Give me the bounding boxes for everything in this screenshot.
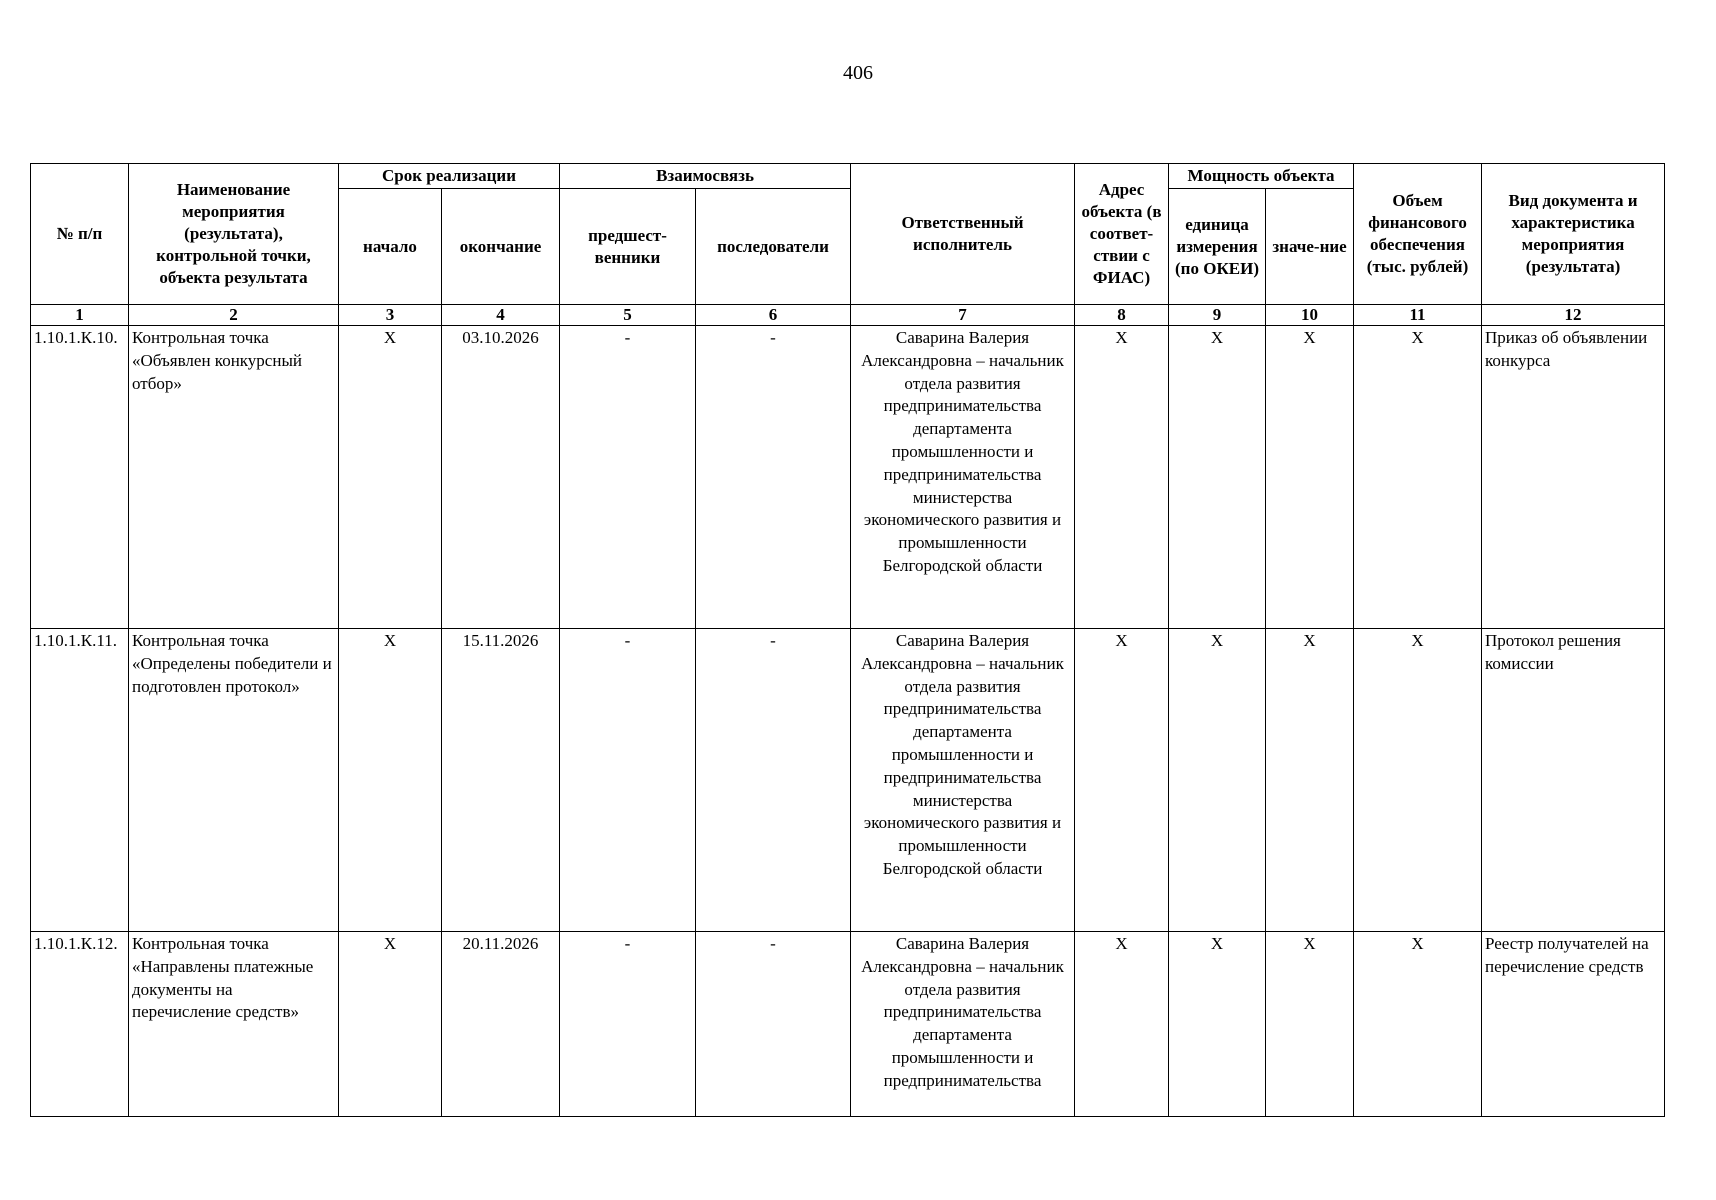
header-period-end: окончание: [442, 189, 560, 305]
row-value: X: [1266, 326, 1354, 629]
row-successors: -: [696, 932, 851, 1117]
column-number: 9: [1169, 305, 1266, 326]
row-name: Контрольная точка «Направлены платежные документы на перечисление средств»: [129, 932, 339, 1117]
column-number: 7: [851, 305, 1075, 326]
header-capacity: Мощность объекта: [1169, 164, 1354, 189]
table-header: [31, 164, 1665, 305]
header-relation: Взаимосвязь: [560, 164, 851, 189]
header-executor: Ответственный исполнитель: [851, 164, 1075, 305]
header-address: Адрес объекта (в соответ-ствии с ФИАС): [1075, 164, 1169, 305]
column-number: 11: [1354, 305, 1482, 326]
row-end: 03.10.2026: [442, 326, 560, 629]
row-finance: X: [1354, 326, 1482, 629]
row-executor: Саварина Валерия Александровна – начальник отдела развития предпринимательства департамента промышленности и предпринимательства министерства экономического развития и промышленности Белгородской области: [851, 629, 1075, 932]
header-num: № п/п: [31, 164, 129, 305]
header-predecessors: предшест-венники: [560, 189, 696, 305]
row-end: 20.11.2026: [442, 932, 560, 1117]
row-address: X: [1075, 326, 1169, 629]
row-successors: -: [696, 326, 851, 629]
header-value: значе-ние: [1266, 189, 1354, 305]
table-row: [31, 326, 1665, 629]
row-address: X: [1075, 629, 1169, 932]
column-number: 10: [1266, 305, 1354, 326]
column-number: 2: [129, 305, 339, 326]
row-start: X: [339, 326, 442, 629]
row-doc: Реестр получателей на перечисление средств: [1482, 932, 1665, 1117]
header-successors: последователи: [696, 189, 851, 305]
row-name: Контрольная точка «Объявлен конкурсный отбор»: [129, 326, 339, 629]
table-row: [31, 629, 1665, 932]
row-name: Контрольная точка «Определены победители и подготовлен протокол»: [129, 629, 339, 932]
row-address: X: [1075, 932, 1169, 1117]
row-predecessors: -: [560, 932, 696, 1117]
row-start: X: [339, 932, 442, 1117]
row-doc: Приказ об объявлении конкурса: [1482, 326, 1665, 629]
column-number: 6: [696, 305, 851, 326]
row-predecessors: -: [560, 629, 696, 932]
column-number: 5: [560, 305, 696, 326]
row-num: 1.10.1.К.11.: [31, 629, 129, 932]
row-start: X: [339, 629, 442, 932]
header-name: Наименование мероприятия (результата), контрольной точки, объекта результата: [129, 164, 339, 305]
row-unit: X: [1169, 932, 1266, 1117]
row-doc: Протокол решения комиссии: [1482, 629, 1665, 932]
row-executor: Саварина Валерия Александровна – начальник отдела развития предпринимательства департамента промышленности и предпринимательства министерства экономического развития и промышленности Белгородской области: [851, 326, 1075, 629]
column-number: 1: [31, 305, 129, 326]
row-successors: -: [696, 629, 851, 932]
row-end: 15.11.2026: [442, 629, 560, 932]
table-row: [31, 932, 1665, 1117]
row-num: 1.10.1.К.10.: [31, 326, 129, 629]
column-number: 12: [1482, 305, 1665, 326]
header-finance: Объем финансового обеспечения (тыс. рублей): [1354, 164, 1482, 305]
column-number: 4: [442, 305, 560, 326]
page-number: 406: [843, 62, 873, 84]
column-number: 8: [1075, 305, 1169, 326]
row-unit: X: [1169, 326, 1266, 629]
header-doc-type: Вид документа и характеристика мероприятия (результата): [1482, 164, 1665, 305]
header-period-start: начало: [339, 189, 442, 305]
row-value: X: [1266, 932, 1354, 1117]
row-predecessors: -: [560, 326, 696, 629]
row-executor: Саварина Валерия Александровна – начальник отдела развития предпринимательства департамента промышленности и предпринимательства: [851, 932, 1075, 1117]
header-unit: единица измерения (по ОКЕИ): [1169, 189, 1266, 305]
row-finance: X: [1354, 932, 1482, 1117]
column-number: 3: [339, 305, 442, 326]
row-num: 1.10.1.К.12.: [31, 932, 129, 1117]
column-numbers-row: [31, 305, 1665, 326]
plan-table: [30, 163, 1665, 1117]
header-period: Срок реализации: [339, 164, 560, 189]
row-finance: X: [1354, 629, 1482, 932]
row-unit: X: [1169, 629, 1266, 932]
row-value: X: [1266, 629, 1354, 932]
